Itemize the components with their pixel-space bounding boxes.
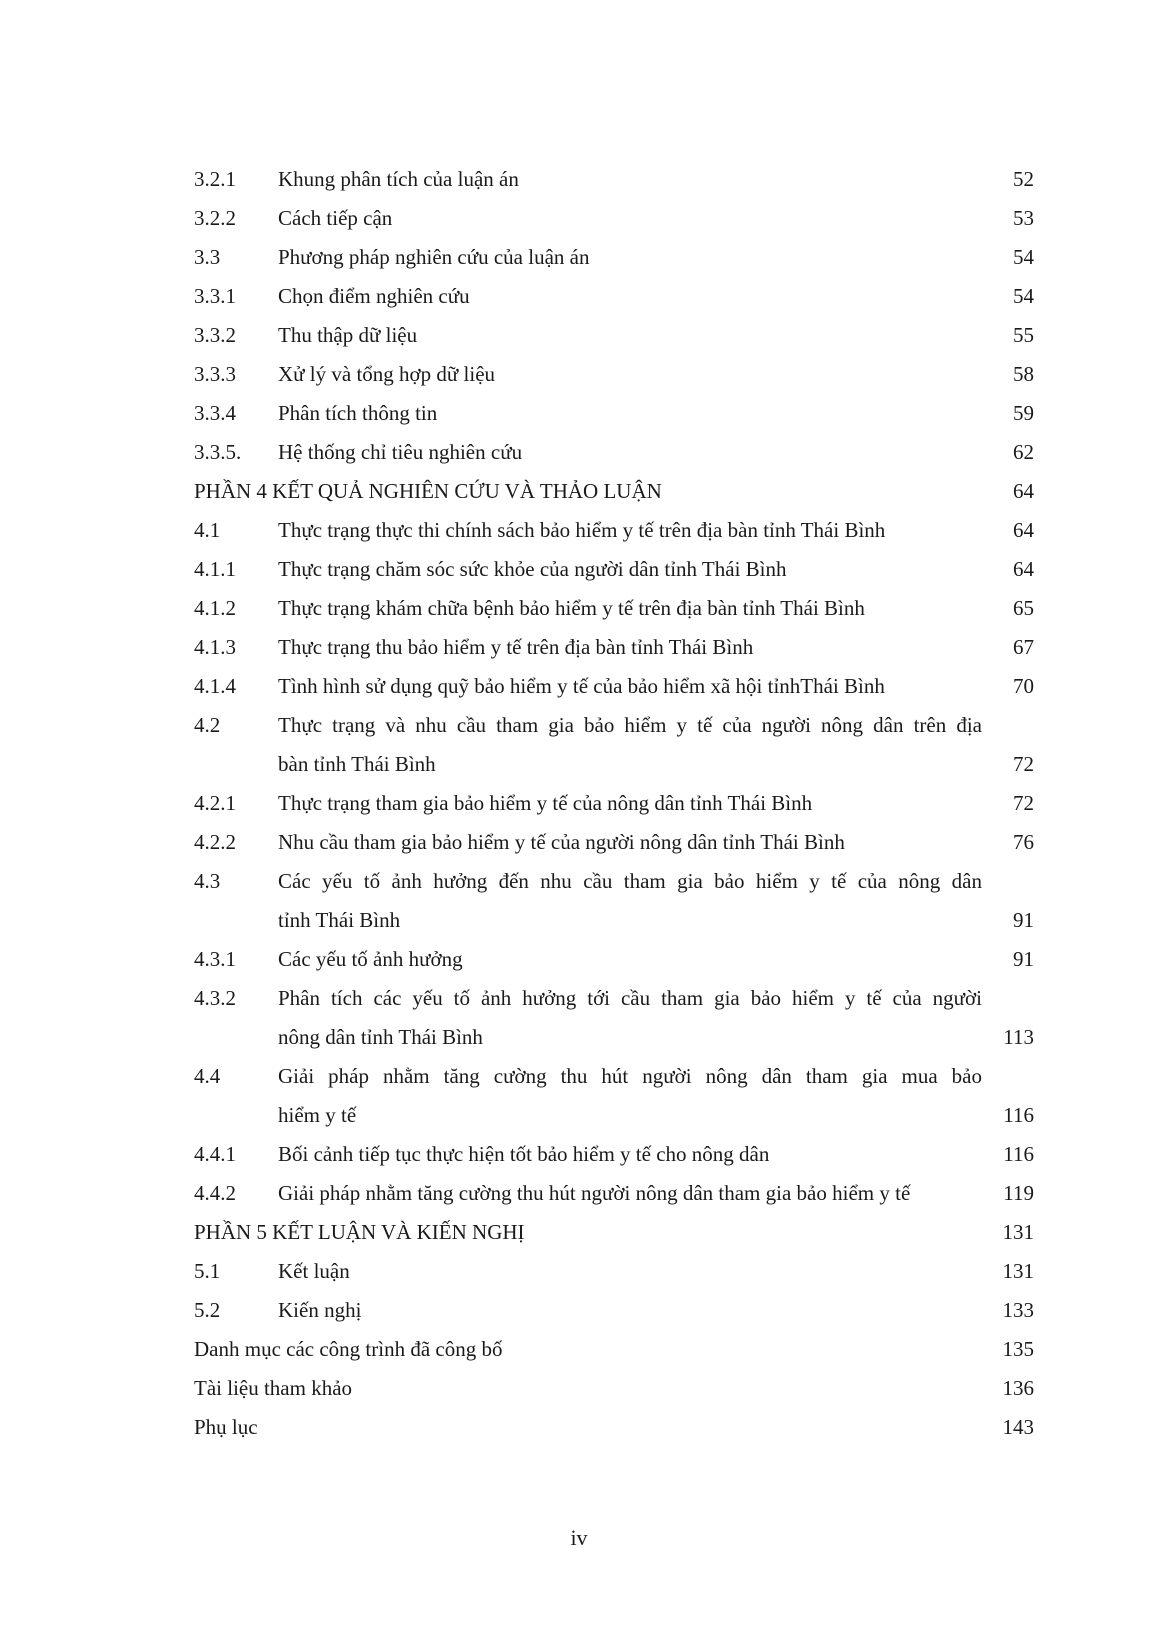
toc-title: Danh mục các công trình đã công bố bbox=[194, 1337, 503, 1361]
toc-row[interactable] bbox=[194, 355, 1034, 394]
toc-page: 72 bbox=[1013, 791, 1034, 815]
toc-title: Chọn điểm nghiên cứu bbox=[278, 284, 470, 308]
toc-page: 76 bbox=[1013, 830, 1034, 854]
toc-number: 4.1.4 bbox=[194, 674, 236, 698]
toc-number: 4.4 bbox=[194, 1064, 221, 1088]
toc-row[interactable] bbox=[194, 823, 1034, 862]
toc-title: nông dân tỉnh Thái Bình bbox=[278, 1025, 483, 1049]
toc-number: 3.2.1 bbox=[194, 167, 236, 191]
toc-title: Nhu cầu tham gia bảo hiểm y tế của người nông dân tỉnh Thái Bình bbox=[278, 830, 845, 854]
toc-title: Phương pháp nghiên cứu của luận án bbox=[278, 245, 590, 269]
toc-page: 91 bbox=[1013, 908, 1034, 932]
toc-row[interactable] bbox=[194, 940, 1034, 979]
toc-page: 64 bbox=[1013, 479, 1034, 503]
toc-page: 135 bbox=[1002, 1337, 1034, 1361]
toc-row[interactable] bbox=[194, 1330, 1034, 1369]
toc-number: 3.3.4 bbox=[194, 401, 236, 425]
toc-number: 4.1.2 bbox=[194, 596, 236, 620]
toc-title: Thu thập dữ liệu bbox=[278, 323, 418, 347]
toc-row[interactable] bbox=[194, 706, 1034, 745]
toc-number: 4.3.2 bbox=[194, 986, 236, 1010]
toc-page: 62 bbox=[1013, 440, 1034, 464]
toc-number: 4.4.1 bbox=[194, 1142, 236, 1166]
toc-title: Các yếu tố ảnh hưởng bbox=[278, 947, 463, 971]
toc-page: 143 bbox=[1002, 1415, 1034, 1439]
toc-title: PHẦN 5 KẾT LUẬN VÀ KIẾN NGHỊ bbox=[194, 1220, 525, 1244]
toc-page: 54 bbox=[1013, 245, 1034, 269]
toc-number: 5.1 bbox=[194, 1259, 221, 1283]
toc-row[interactable] bbox=[194, 589, 1034, 628]
toc-row[interactable] bbox=[194, 979, 1034, 1018]
toc-page: 53 bbox=[1013, 206, 1034, 230]
toc-page: 64 bbox=[1013, 518, 1034, 542]
toc-row-continuation[interactable] bbox=[194, 1018, 1034, 1057]
toc-row[interactable] bbox=[194, 238, 1034, 277]
toc-title: Khung phân tích của luận án bbox=[278, 167, 519, 191]
toc-part-heading[interactable] bbox=[194, 1213, 1034, 1252]
toc-row[interactable] bbox=[194, 550, 1034, 589]
toc-title: Tình hình sử dụng quỹ bảo hiểm y tế của bảo hiểm xã hội tỉnhThái Bình bbox=[278, 674, 885, 698]
toc-row[interactable] bbox=[194, 199, 1034, 238]
toc-title: Xử lý và tổng hợp dữ liệu bbox=[278, 362, 496, 386]
toc-page: 54 bbox=[1013, 284, 1034, 308]
toc-number: 4.3.1 bbox=[194, 947, 236, 971]
toc-row[interactable] bbox=[194, 316, 1034, 355]
toc-title: Bối cảnh tiếp tục thực hiện tốt bảo hiểm y tế cho nông dân bbox=[278, 1142, 770, 1166]
toc-number: 3.3.1 bbox=[194, 284, 236, 308]
toc-title: hiểm y tế bbox=[278, 1103, 357, 1127]
toc-title: Thực trạng khám chữa bệnh bảo hiểm y tế trên địa bàn tỉnh Thái Bình bbox=[278, 596, 865, 620]
toc-page: 131 bbox=[1002, 1220, 1034, 1244]
toc-number: 4.4.2 bbox=[194, 1181, 236, 1205]
toc-row[interactable] bbox=[194, 1135, 1034, 1174]
toc-row[interactable] bbox=[194, 433, 1034, 472]
toc-title: Thực trạng thực thi chính sách bảo hiểm y tế trên địa bàn tỉnh Thái Bình bbox=[278, 518, 886, 542]
toc-row[interactable] bbox=[194, 1174, 1034, 1213]
toc-title: Giải pháp nhằm tăng cường thu hút người nông dân tham gia bảo hiểm y tế bbox=[278, 1181, 911, 1205]
toc-title: Hệ thống chỉ tiêu nghiên cứu bbox=[278, 440, 523, 464]
toc-row[interactable] bbox=[194, 667, 1034, 706]
toc-row[interactable] bbox=[194, 277, 1034, 316]
table-of-contents bbox=[194, 160, 1034, 1447]
toc-row[interactable] bbox=[194, 784, 1034, 823]
toc-row[interactable] bbox=[194, 511, 1034, 550]
toc-number: 4.1.1 bbox=[194, 557, 236, 581]
toc-number: 5.2 bbox=[194, 1298, 221, 1322]
toc-title: Phụ lục bbox=[194, 1415, 258, 1439]
toc-page: 72 bbox=[1013, 752, 1034, 776]
toc-row[interactable] bbox=[194, 1252, 1034, 1291]
toc-title: tỉnh Thái Bình bbox=[278, 908, 401, 932]
toc-row-continuation[interactable] bbox=[194, 1096, 1034, 1135]
toc-row[interactable] bbox=[194, 1057, 1034, 1096]
toc-page: 113 bbox=[1003, 1025, 1034, 1049]
toc-row[interactable] bbox=[194, 1291, 1034, 1330]
toc-title: Thực trạng thu bảo hiểm y tế trên địa bàn tỉnh Thái Bình bbox=[278, 635, 754, 659]
toc-page: 133 bbox=[1002, 1298, 1034, 1322]
toc-title: Phân tích thông tin bbox=[278, 401, 438, 425]
toc-page: 116 bbox=[1003, 1103, 1034, 1127]
page-number: iv bbox=[570, 1525, 588, 1550]
toc-page: 67 bbox=[1013, 635, 1034, 659]
toc-part-heading[interactable] bbox=[194, 472, 1034, 511]
toc-page: 70 bbox=[1013, 674, 1034, 698]
toc-row[interactable] bbox=[194, 394, 1034, 433]
toc-title: bàn tỉnh Thái Bình bbox=[278, 752, 436, 776]
toc-title: Thực trạng chăm sóc sức khỏe của người dân tỉnh Thái Bình bbox=[278, 557, 787, 581]
toc-title: Giải pháp nhằm tăng cường thu hút người nông dân tham gia mua bảo bbox=[278, 1064, 982, 1088]
toc-title: Phân tích các yếu tố ảnh hưởng tới cầu tham gia bảo hiểm y tế của người bbox=[278, 986, 982, 1010]
toc-row[interactable] bbox=[194, 1408, 1034, 1447]
toc-title: Kết luận bbox=[278, 1259, 350, 1283]
toc-number: 4.2 bbox=[194, 713, 221, 737]
toc-title: Kiến nghị bbox=[278, 1298, 362, 1322]
toc-row[interactable] bbox=[194, 628, 1034, 667]
toc-title: PHẦN 4 KẾT QUẢ NGHIÊN CỨU VÀ THẢO LUẬN bbox=[194, 479, 662, 503]
toc-number: 4.2.1 bbox=[194, 791, 236, 815]
toc-title: Thực trạng tham gia bảo hiểm y tế của nông dân tỉnh Thái Bình bbox=[278, 791, 813, 815]
toc-page: 64 bbox=[1013, 557, 1034, 581]
toc-number: 4.3 bbox=[194, 869, 221, 893]
toc-title: Các yếu tố ảnh hưởng đến nhu cầu tham gia bảo hiểm y tế của nông dân bbox=[278, 869, 982, 893]
toc-page: 52 bbox=[1013, 167, 1034, 191]
toc-number: 3.3.2 bbox=[194, 323, 236, 347]
toc-page: 119 bbox=[1003, 1181, 1034, 1205]
toc-title: Cách tiếp cận bbox=[278, 206, 393, 230]
toc-row[interactable] bbox=[194, 1369, 1034, 1408]
toc-page: 58 bbox=[1013, 362, 1034, 386]
toc-row-continuation[interactable] bbox=[194, 901, 1034, 940]
toc-title: Tài liệu tham khảo bbox=[194, 1376, 353, 1400]
toc-number: 3.3.5. bbox=[194, 440, 242, 464]
toc-number: 4.1.3 bbox=[194, 635, 236, 659]
toc-page: 116 bbox=[1003, 1142, 1034, 1166]
toc-page: 59 bbox=[1013, 401, 1034, 425]
toc-page: 55 bbox=[1013, 323, 1034, 347]
toc-number: 3.3.3 bbox=[194, 362, 236, 386]
toc-row-continuation[interactable] bbox=[194, 745, 1034, 784]
toc-number: 4.2.2 bbox=[194, 830, 236, 854]
toc-number: 3.2.2 bbox=[194, 206, 236, 230]
toc-page: 91 bbox=[1013, 947, 1034, 971]
toc-row[interactable] bbox=[194, 160, 1034, 199]
toc-page: 136 bbox=[1002, 1376, 1034, 1400]
toc-number: 3.3 bbox=[194, 245, 221, 269]
toc-title: Thực trạng và nhu cầu tham gia bảo hiểm y tế của người nông dân trên địa bbox=[278, 713, 982, 737]
toc-page: 65 bbox=[1013, 596, 1034, 620]
toc-row[interactable] bbox=[194, 862, 1034, 901]
toc-number: 4.1 bbox=[194, 518, 221, 542]
toc-page: 131 bbox=[1002, 1259, 1034, 1283]
